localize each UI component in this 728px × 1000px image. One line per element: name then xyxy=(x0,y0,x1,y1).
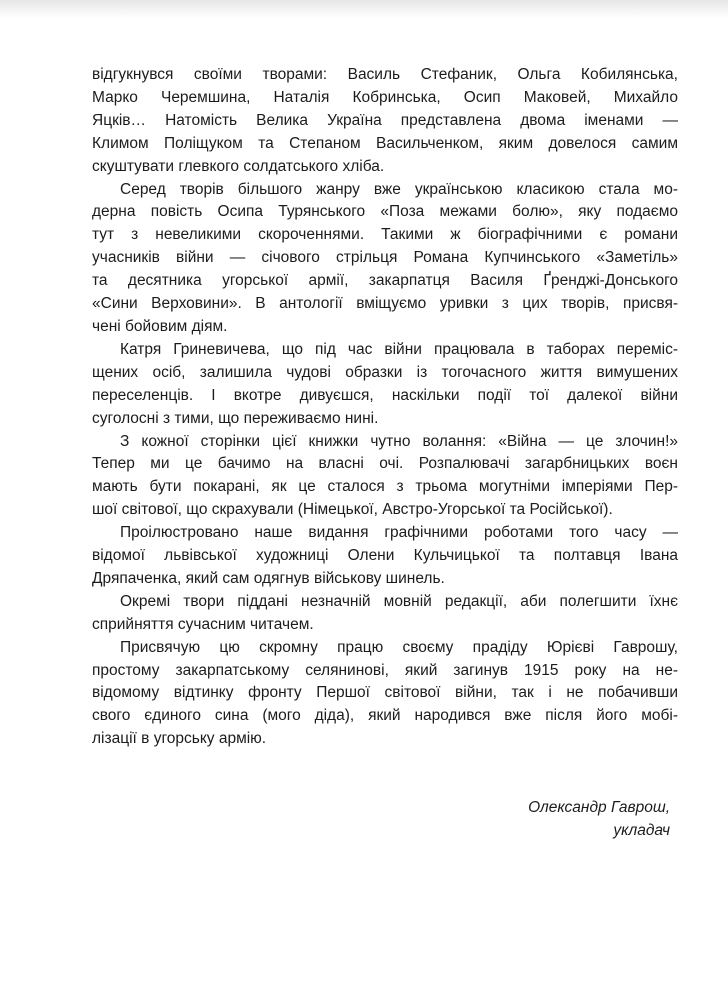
text-line: шої світової, що скрахували (Німецької, Австро-Угорської та Російської). xyxy=(92,501,613,519)
text-line: Тепер ми це бачимо на власні очі. Розпалювачі загарбницьких воєн xyxy=(92,455,678,473)
text-line: Присвячую цю скромну працю своєму прадіду Юрієві Гаврошу, xyxy=(120,638,678,656)
text-line: чені бойовим діям. xyxy=(92,317,228,335)
text-line: скуштувати глевкого солдатського хліба. xyxy=(92,157,385,175)
paragraph xyxy=(92,64,678,179)
text-line: щених осіб, залишила чудові образки із тогочасного життя вимушених xyxy=(92,363,678,381)
paragraph xyxy=(92,179,678,339)
text-line: переселенців. І вкотре дивуєшся, наскільки події тої далекої війни xyxy=(92,386,678,404)
text-line: свого єдиного сина (мого діда), який народився вже після його мобі- xyxy=(92,707,678,725)
page-top-shadow xyxy=(0,0,728,18)
text-line: Серед творів більшого жанру вже українською класикою стала мо- xyxy=(120,180,678,198)
text-line: дерна повість Осипа Турянського «Поза межами болю», яку подаємо xyxy=(92,203,678,221)
body-text xyxy=(92,64,678,751)
paragraph xyxy=(92,339,678,431)
text-line: «Сини Верховини». В антології вміщуємо уривки з цих творів, присвя- xyxy=(92,295,678,313)
text-line: Яцків… Натомість Велика Україна представлена двома іменами — xyxy=(92,111,678,129)
text-line: З кожної сторінки цієї книжки чутно волання: «Війна — це злочин!» xyxy=(120,432,678,450)
text-line: Окремі твори піддані незначній мовній редакції, аби полегшити їхнє xyxy=(120,592,678,610)
text-line: Климом Поліщуком та Степаном Васильченком, яким довелося самим xyxy=(92,134,678,152)
paragraph xyxy=(92,637,678,752)
text-line: та десятника угорської армії, закарпатця Василя Ґренджі-Донського xyxy=(92,272,678,290)
text-line: Марко Черемшина, Наталія Кобринська, Осип Маковей, Михайло xyxy=(92,88,678,106)
signature-name: Олександр Гаврош, xyxy=(528,799,670,816)
paragraph xyxy=(92,431,678,523)
signature-role: укладач xyxy=(613,822,670,839)
text-line: Дряпаченка, який сам одягнув військову шинель. xyxy=(92,569,445,587)
text-line: тут з невеликими скороченнями. Такими ж біографічними є романи xyxy=(92,226,678,244)
text-line: відомої львівської художниці Олени Кульчицької та полтавця Івана xyxy=(92,547,678,565)
signature-block xyxy=(528,796,670,842)
text-line: відгукнувся своїми творами: Василь Стефаник, Ольга Кобилянська, xyxy=(92,66,678,83)
text-line: лізації в угорську армію. xyxy=(92,730,267,748)
text-line: учасників війни — січового стрільця Романа Купчинського «Заметіль» xyxy=(92,249,678,267)
text-line: сприйняття сучасним читачем. xyxy=(92,615,314,633)
paragraph xyxy=(92,591,678,637)
text-line: відомому відтинку фронту Першої світової війни, так і не побачивши xyxy=(92,684,678,702)
paragraph xyxy=(92,522,678,591)
text-line: простому закарпатському селянинові, який загинув 1915 року на не- xyxy=(92,661,678,679)
text-line: Проілюстровано наше видання графічними роботами того часу — xyxy=(120,524,678,542)
text-line: Катря Гриневичева, що під час війни працювала в таборах переміс- xyxy=(120,340,678,358)
text-line: суголосні з тими, що переживаємо нині. xyxy=(92,409,379,427)
text-line: мають бути покарані, як це сталося з трьома могутніми імперіями Пер- xyxy=(92,478,678,496)
